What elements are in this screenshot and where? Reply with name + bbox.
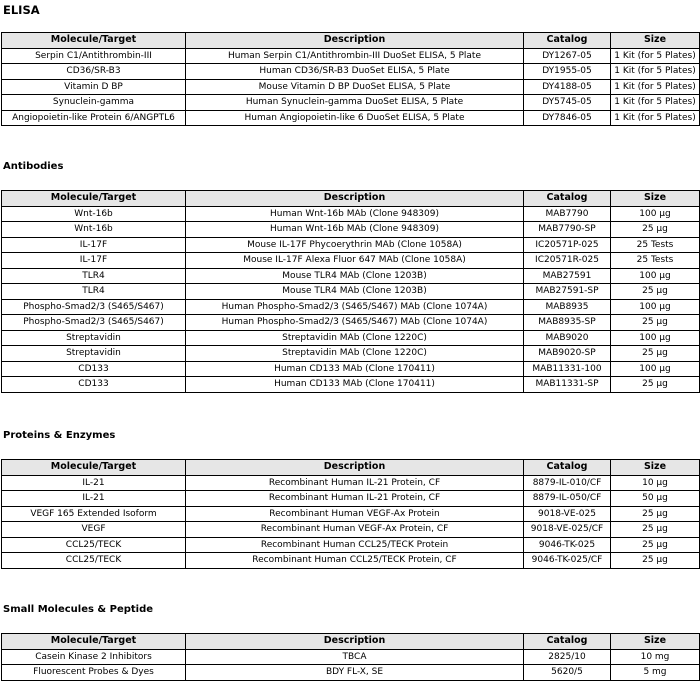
small-molecules-table	[1, 633, 700, 681]
section-title-small-molecules-peptide: Small Molecules & Peptide	[3, 604, 154, 615]
size-cell: 25 µg	[611, 522, 700, 538]
molecule-target-cell: Wnt-16b	[2, 206, 186, 222]
description-cell: Human CD133 MAb (Clone 170411)	[186, 377, 524, 393]
molecule-target-cell: Fluorescent Probes & Dyes	[2, 665, 186, 681]
size-cell: 1 Kit (for 5 Plates)	[611, 79, 700, 95]
catalog-cell: MAB27591	[524, 268, 611, 284]
column-header-molecule-target: Molecule/Target	[2, 33, 186, 49]
column-header-size: Size	[611, 634, 700, 650]
description-cell: Mouse Vitamin D BP DuoSet ELISA, 5 Plate	[186, 79, 524, 95]
size-cell: 100 µg	[611, 330, 700, 346]
description-cell: Streptavidin MAb (Clone 1220C)	[186, 346, 524, 362]
molecule-target-cell: CD133	[2, 377, 186, 393]
catalog-cell: 9018-VE-025/CF	[524, 522, 611, 538]
column-header-catalog: Catalog	[524, 33, 611, 49]
size-cell: 1 Kit (for 5 Plates)	[611, 48, 700, 64]
antibodies-table	[1, 190, 700, 393]
description-cell: Mouse TLR4 MAb (Clone 1203B)	[186, 284, 524, 300]
column-header-molecule-target: Molecule/Target	[2, 460, 186, 476]
molecule-target-cell: CCL25/TECK	[2, 553, 186, 569]
molecule-target-cell: VEGF	[2, 522, 186, 538]
molecule-target-cell: IL-17F	[2, 237, 186, 253]
size-cell: 25 µg	[611, 537, 700, 553]
molecule-target-cell: IL-21	[2, 475, 186, 491]
table-row	[2, 206, 700, 222]
elisa-table	[1, 32, 700, 126]
molecule-target-cell: Streptavidin	[2, 330, 186, 346]
description-cell: Mouse IL-17F Alexa Fluor 647 MAb (Clone 1058A)	[186, 253, 524, 269]
table-header-row	[2, 634, 700, 650]
size-cell: 100 µg	[611, 361, 700, 377]
size-cell: 10 µg	[611, 475, 700, 491]
table-row	[2, 79, 700, 95]
table-header-row	[2, 191, 700, 207]
catalog-cell: IC20571R-025	[524, 253, 611, 269]
table-row	[2, 537, 700, 553]
size-cell: 1 Kit (for 5 Plates)	[611, 64, 700, 80]
molecule-target-cell: TLR4	[2, 284, 186, 300]
column-header-description: Description	[186, 634, 524, 650]
molecule-target-cell: IL-17F	[2, 253, 186, 269]
section-title-antibodies: Antibodies	[3, 161, 64, 172]
molecule-target-cell: CD36/SR-B3	[2, 64, 186, 80]
table-row	[2, 522, 700, 538]
description-cell: Recombinant Human CCL25/TECK Protein	[186, 537, 524, 553]
table-row	[2, 222, 700, 238]
description-cell: Human Phospho-Smad2/3 (S465/S467) MAb (Clone 1074A)	[186, 315, 524, 331]
description-cell: Recombinant Human VEGF-Ax Protein, CF	[186, 522, 524, 538]
description-cell: Streptavidin MAb (Clone 1220C)	[186, 330, 524, 346]
catalog-cell: 9018-VE-025	[524, 506, 611, 522]
catalog-cell: 9046-TK-025/CF	[524, 553, 611, 569]
catalog-cell: MAB11331-100	[524, 361, 611, 377]
catalog-cell: DY7846-05	[524, 110, 611, 126]
catalog-cell: MAB8935-SP	[524, 315, 611, 331]
size-cell: 1 Kit (for 5 Plates)	[611, 95, 700, 111]
molecule-target-cell: VEGF 165 Extended Isoform	[2, 506, 186, 522]
description-cell: Human CD133 MAb (Clone 170411)	[186, 361, 524, 377]
table-row	[2, 346, 700, 362]
size-cell: 25 Tests	[611, 253, 700, 269]
description-cell: TBCA	[186, 649, 524, 665]
size-cell: 5 mg	[611, 665, 700, 681]
molecule-target-cell: Synuclein-gamma	[2, 95, 186, 111]
catalog-cell: 2825/10	[524, 649, 611, 665]
column-header-size: Size	[611, 460, 700, 476]
catalog-cell: MAB11331-SP	[524, 377, 611, 393]
catalog-cell: 9046-TK-025	[524, 537, 611, 553]
molecule-target-cell: CD133	[2, 361, 186, 377]
proteins-enzymes-table	[1, 459, 700, 569]
description-cell: Human Wnt-16b MAb (Clone 948309)	[186, 206, 524, 222]
description-cell: Human Synuclein-gamma DuoSet ELISA, 5 Plate	[186, 95, 524, 111]
table-row	[2, 475, 700, 491]
catalog-cell: MAB7790-SP	[524, 222, 611, 238]
table-header-row	[2, 460, 700, 476]
column-header-description: Description	[186, 460, 524, 476]
column-header-catalog: Catalog	[524, 634, 611, 650]
size-cell: 25 µg	[611, 284, 700, 300]
table-row	[2, 95, 700, 111]
column-header-description: Description	[186, 33, 524, 49]
table-row	[2, 299, 700, 315]
catalog-cell: IC20571P-025	[524, 237, 611, 253]
size-cell: 25 µg	[611, 553, 700, 569]
catalog-cell: MAB27591-SP	[524, 284, 611, 300]
column-header-description: Description	[186, 191, 524, 207]
column-header-molecule-target: Molecule/Target	[2, 634, 186, 650]
column-header-catalog: Catalog	[524, 191, 611, 207]
molecule-target-cell: Streptavidin	[2, 346, 186, 362]
table-row	[2, 284, 700, 300]
molecule-target-cell: Casein Kinase 2 Inhibitors	[2, 649, 186, 665]
molecule-target-cell: Phospho-Smad2/3 (S465/S467)	[2, 299, 186, 315]
column-header-size: Size	[611, 191, 700, 207]
description-cell: Human Phospho-Smad2/3 (S465/S467) MAb (Clone 1074A)	[186, 299, 524, 315]
catalog-cell: 5620/5	[524, 665, 611, 681]
molecule-target-cell: Vitamin D BP	[2, 79, 186, 95]
table-header-row	[2, 33, 700, 49]
size-cell: 25 Tests	[611, 237, 700, 253]
description-cell: Human CD36/SR-B3 DuoSet ELISA, 5 Plate	[186, 64, 524, 80]
table-row	[2, 330, 700, 346]
size-cell: 1 Kit (for 5 Plates)	[611, 110, 700, 126]
table-row	[2, 48, 700, 64]
catalog-cell: DY4188-05	[524, 79, 611, 95]
molecule-target-cell: Angiopoietin-like Protein 6/ANGPTL6	[2, 110, 186, 126]
catalog-cell: MAB9020-SP	[524, 346, 611, 362]
section-title-proteins-enzymes: Proteins & Enzymes	[3, 430, 116, 441]
size-cell: 25 µg	[611, 315, 700, 331]
table-row	[2, 491, 700, 507]
column-header-size: Size	[611, 33, 700, 49]
table-row	[2, 110, 700, 126]
table-row	[2, 649, 700, 665]
section-title-elisa: ELISA	[3, 3, 40, 17]
description-cell: Recombinant Human VEGF-Ax Protein	[186, 506, 524, 522]
table-row	[2, 315, 700, 331]
table-row	[2, 64, 700, 80]
table-row	[2, 377, 700, 393]
size-cell: 100 µg	[611, 268, 700, 284]
molecule-target-cell: TLR4	[2, 268, 186, 284]
molecule-target-cell: Wnt-16b	[2, 222, 186, 238]
table-row	[2, 237, 700, 253]
description-cell: Recombinant Human IL-21 Protein, CF	[186, 475, 524, 491]
molecule-target-cell: IL-21	[2, 491, 186, 507]
size-cell: 100 µg	[611, 299, 700, 315]
size-cell: 50 µg	[611, 491, 700, 507]
catalog-cell: MAB9020	[524, 330, 611, 346]
catalog-cell: 8879-IL-010/CF	[524, 475, 611, 491]
table-row	[2, 553, 700, 569]
size-cell: 25 µg	[611, 222, 700, 238]
size-cell: 10 mg	[611, 649, 700, 665]
description-cell: Human Angiopoietin-like 6 DuoSet ELISA, 5 Plate	[186, 110, 524, 126]
table-row	[2, 361, 700, 377]
catalog-cell: MAB7790	[524, 206, 611, 222]
molecule-target-cell: CCL25/TECK	[2, 537, 186, 553]
size-cell: 25 µg	[611, 346, 700, 362]
description-cell: Recombinant Human IL-21 Protein, CF	[186, 491, 524, 507]
description-cell: Mouse IL-17F Phycoerythrin MAb (Clone 1058A)	[186, 237, 524, 253]
molecule-target-cell: Phospho-Smad2/3 (S465/S467)	[2, 315, 186, 331]
column-header-molecule-target: Molecule/Target	[2, 191, 186, 207]
description-cell: Human Wnt-16b MAb (Clone 948309)	[186, 222, 524, 238]
description-cell: Mouse TLR4 MAb (Clone 1203B)	[186, 268, 524, 284]
catalog-cell: DY5745-05	[524, 95, 611, 111]
table-row	[2, 268, 700, 284]
description-cell: Recombinant Human CCL25/TECK Protein, CF	[186, 553, 524, 569]
catalog-cell: MAB8935	[524, 299, 611, 315]
description-cell: Human Serpin C1/Antithrombin-III DuoSet ELISA, 5 Plate	[186, 48, 524, 64]
catalog-cell: 8879-IL-050/CF	[524, 491, 611, 507]
size-cell: 100 µg	[611, 206, 700, 222]
catalog-cell: DY1955-05	[524, 64, 611, 80]
table-row	[2, 506, 700, 522]
size-cell: 25 µg	[611, 506, 700, 522]
column-header-catalog: Catalog	[524, 460, 611, 476]
catalog-cell: DY1267-05	[524, 48, 611, 64]
table-row	[2, 253, 700, 269]
table-row	[2, 665, 700, 681]
size-cell: 25 µg	[611, 377, 700, 393]
description-cell: BDY FL-X, SE	[186, 665, 524, 681]
molecule-target-cell: Serpin C1/Antithrombin-III	[2, 48, 186, 64]
